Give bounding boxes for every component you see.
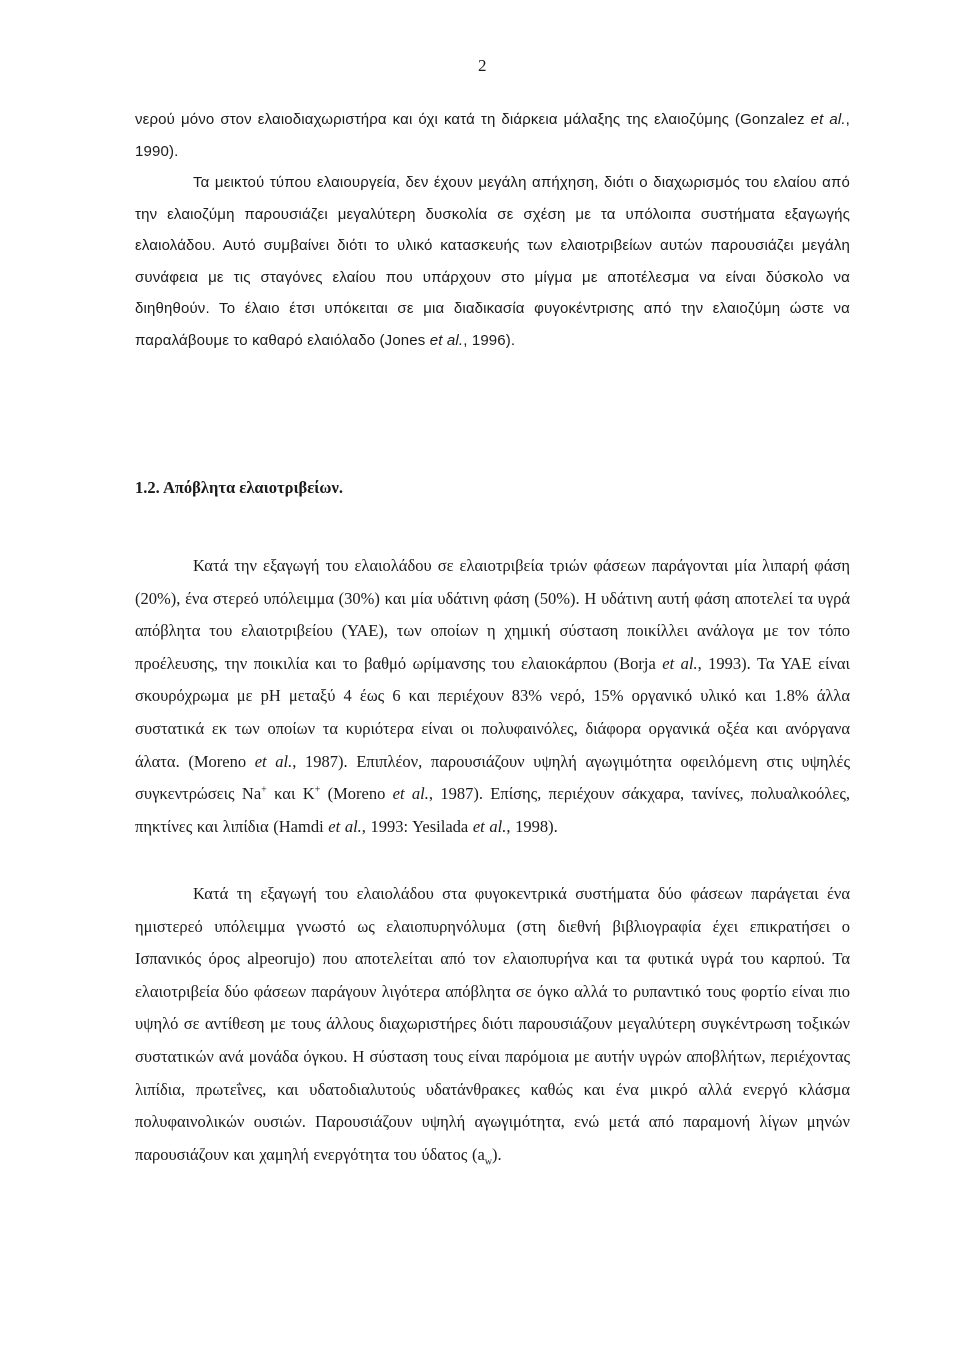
section-heading: 1.2. Απόβλητα ελαιοτριβείων. (135, 478, 343, 497)
paragraph-mixed-type-mills: Τα μεικτού τύπου ελαιουργεία, δεν έχουν μεγάλη απήχηση, διότι ο διαχωρισμός του ελαίου από την ελαιοζύμη παρουσιάζει μεγαλύτερη δυσκολία σε σχέση με τα υπόλοιπα συστήματα εξαγωγής ελαιολάδου. Αυτό συμβαίνει διότι το υλικό κατασκευής των ελαιοτριβείων αυτών παρουσιάζει μεγάλη συνάφεια με τις σταγόνες ελαίου που υπάρχουν στο μίγμα με αποτέλεσμα να είναι δύσκολο να διηθηθούν. Το έλαιο έτσι υπόκειται σε μια διαδικασία φυγοκέντρισης από την ελαιοζύμη ώστε να παραλάβουμε το καθαρό ελαιόλαδο (Jones et al., 1996). (135, 174, 850, 349)
page-number: 2 (478, 56, 487, 75)
paragraph-two-phase-waste: Κατά τη εξαγωγή του ελαιολάδου στα φυγοκεντρικά συστήματα δύο φάσεων παράγεται ένα ημιστερεό υπόλειμμα γνωστό ως ελαιοπυρηνόλυμα (στη διεθνή βιβλιογραφία έχει επικρατήσει ο Ισπανικός όρος alpeorujo) που αποτελείται από τον ελαιοπυρήνα και τα φυτικά υγρά του καρπού. Τα ελαιοτριβεία δύο φάσεων παράγουν λιγότερα απόβλητα σε όγκο αλλά το ρυπαντικό τους φορτίο είναι πιο υψηλό σε αντίθεση με τους άλλους διαχωριστήρες διότι παρουσιάζουν μεγαλύτερη συγκέντρωση τοξικών συστατικών ανά μονάδα όγκου. Η σύσταση τους είναι παρόμοια με αυτήν υγρών αποβλήτων, περιέχοντας λιπίδια, πρωτεΐνες, και υδατοδιαλυτούς υδατάνθρακες καθώς και ένα μικρό αλλά ενεργό κλάσμα πολυφαινολικών ουσιών. Παρουσιάζουν υψηλή αγωγιμότητα, ενώ μετά από παραμονή λίγων μηνών παρουσιάζουν και χαμηλή ενεργότητα του ύδατος $(a_w)$. (135, 884, 850, 1168)
paragraph-continuation: νερού μόνο στον ελαιοδιαχωριστήρα και όχι κατά τη διάρκεια μάλαξης της ελαιοζύμης (Gonzalez et al., 1990). (135, 111, 850, 160)
paragraph-three-phase-waste: Κατά την εξαγωγή του ελαιολάδου σε ελαιοτριβεία τριών φάσεων παράγονται μία λιπαρή φάση (20%), ένα στερεό υπόλειμμα (30%) και μία υδάτινη φάση (50%). Η υδάτινη αυτή φάση αποτελεί τα υγρά απόβλητα του ελαιοτριβείου (ΥΑΕ), των οποίων η χημική σύσταση ποικίλλει ανάλογα με τον τόπο προέλευσης, την ποικιλία και το βαθμό ωρίμανσης του ελαιοκάρπου (Borja et al., 1993). Τα ΥΑΕ είναι σκουρόχρωμα με pH μεταξύ 4 έως 6 και περιέχουν 83% νερό, 15% οργανικό υλικό και 1.8% άλλα συστατικά εκ των οποίων τα κυριότερα είναι οι πολυφαινόλες, διάφορα οργανικά οξέα και ανόργανα άλατα. (Moreno et al., 1987). Επιπλέον, παρουσιάζουν υψηλή αγωγιμότητα οφειλόμενη στις υψηλές συγκεντρώσεις Na+ και K+ (Moreno et al., 1987). Επίσης, περιέχουν σάκχαρα, τανίνες, πολυαλκοόλες, πηκτίνες και λιπίδια (Hamdi et al., 1993: Yesilada et al., 1998). (135, 556, 851, 836)
